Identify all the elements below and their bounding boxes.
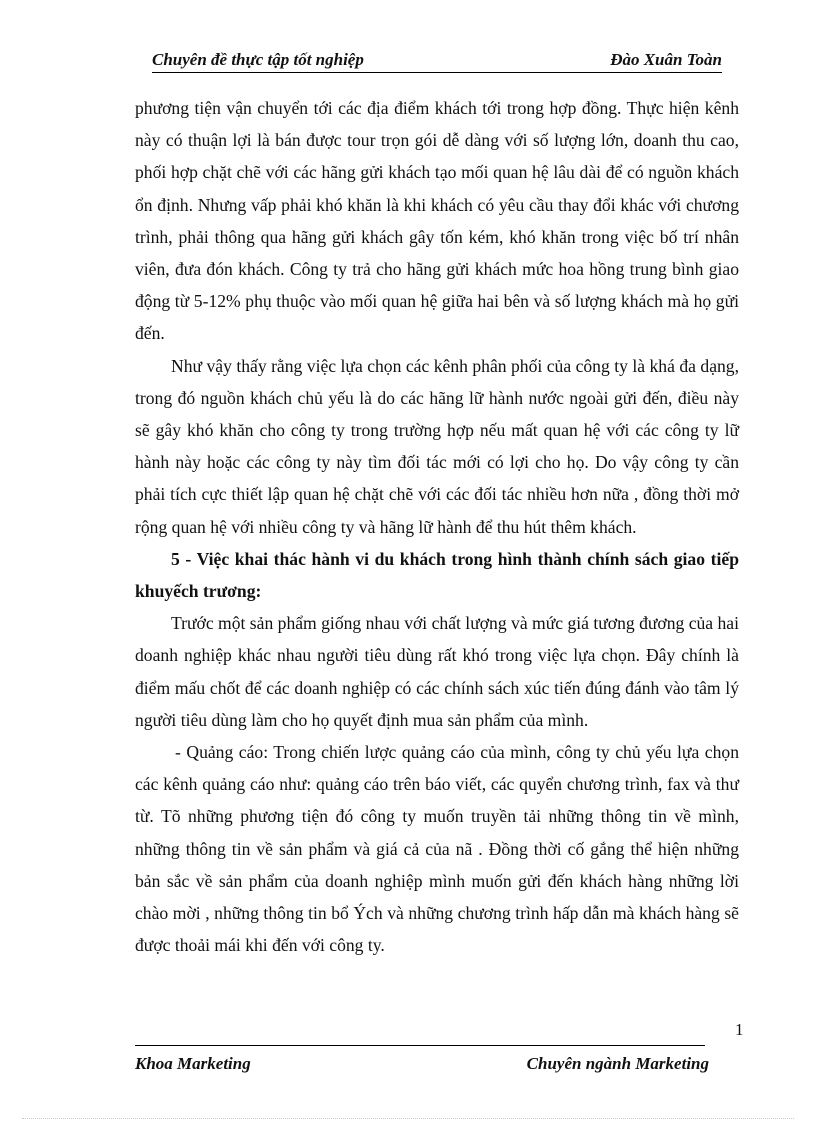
header-document-title: Chuyên đề thực tập tốt nghiệp: [152, 50, 364, 69]
header-author-name: Đào Xuân Toàn: [610, 50, 722, 69]
paragraph-promotion-intro: Trước một sản phẩm giống nhau với chất lượng và mức giá tương đương của hai doanh nghiệp khác nhau người tiêu dùng rất khó trong việc lựa chọn. Đây chính là điểm mấu chốt để các doanh nghiệp có các chính sách xúc tiến đúng đánh vào tâm lý người tiêu dùng làm cho họ quyết định mua sản phẩm của mình.: [135, 613, 739, 730]
page-footer: [135, 1054, 709, 1078]
paragraph-advertising: - Quảng cáo: Trong chiến lược quảng cáo của mình, công ty chủ yếu lựa chọn các kênh quảng cáo như: quảng cáo trên báo viết, các quyển chương trình, fax và thư từ. Tõ những phương tiện đó công ty muốn truyền tải những thông tin về mình, những thông tin về sản phẩm và giá cả của nã . Đồng thời cố gắng thể hiện những bản sắc về sản phẩm của doanh nghiệp mình muốn gửi đến khách hàng những lời chào mời , những thông tin bổ Ých và những chương trình hấp dẫn mà khách hàng sẽ được thoải mái khi đến với công ty.: [135, 742, 739, 956]
page-number: 1: [735, 1020, 744, 1039]
body-text: [135, 92, 739, 961]
section-heading-5: 5 - Việc khai thác hành vi du khách trong hình thành chính sách giao tiếp khuyếch trương:: [135, 548, 739, 602]
paragraph-continuation: phương tiện vận chuyển tới các địa điểm khách tới trong hợp đồng. Thực hiện kênh này có thuận lợi là bán được tour trọn gói dễ dàng với số lượng lớn, doanh thu cao, phối hợp chặt chẽ với các hãng gửi khách tạo mối quan hệ lâu dài để có nguồn khách ổn định. Nhưng vấp phải khó khăn là khi khách có yêu cầu thay đổi khác với chương trình, phải thông qua hãng gửi khách gây tốn kém, khó khăn trong việc bố trí nhân viên, đưa đón khách. Công ty trả cho hãng gửi khách mức hoa hồng trung bình giao động từ 5-12% phụ thuộc vào mối quan hệ giữa hai bên và số lượng khách mà họ gửi đến.: [135, 98, 739, 344]
paragraph-distribution-summary: Như vậy thấy rằng việc lựa chọn các kênh phân phối của công ty là khá đa dạng, trong đó nguồn khách chủ yếu là do các hãng lữ hành nước ngoài gửi đến, điều này sẽ gây khó khăn cho công ty trong trường hợp nếu mất quan hệ với các công ty lữ hành này hoặc các công ty này tìm đối tác mới có lợi cho họ. Do vậy công ty cần phải tích cực thiết lập quan hệ chặt chẽ với các đối tác nhiều hơn nữa , đồng thời mở rộng quan hệ với nhiều công ty và hãng lữ hành để thu hút thêm khách.: [135, 355, 739, 537]
page-header: [152, 50, 722, 73]
footer-divider: [135, 1045, 705, 1046]
footer-faculty: Khoa Marketing: [135, 1054, 251, 1073]
footer-major: Chuyên ngành Marketing: [526, 1054, 709, 1073]
page-bottom-edge: [22, 1118, 794, 1119]
